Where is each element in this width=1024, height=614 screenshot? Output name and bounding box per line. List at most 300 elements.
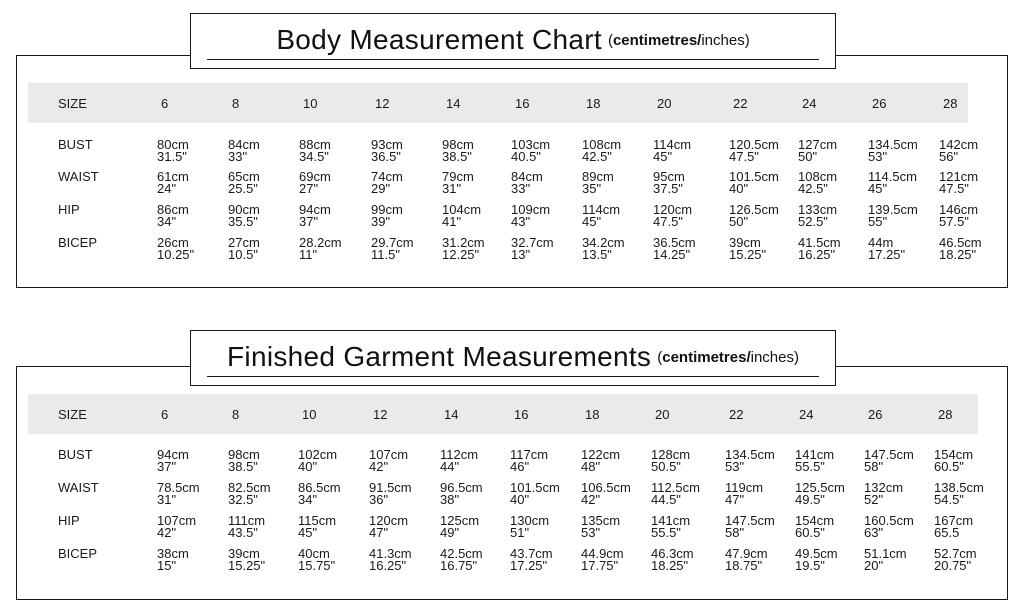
row-label-hip: HIP xyxy=(58,513,80,528)
cm-value: 79cm xyxy=(442,169,474,184)
inch-value: 40" xyxy=(510,492,530,507)
measurement-cell xyxy=(653,171,685,195)
cm-value: 112cm xyxy=(440,447,479,462)
inch-value: 58" xyxy=(725,525,745,540)
cm-value: 102cm xyxy=(298,447,338,462)
measurement-cell xyxy=(939,204,978,228)
measurement-cell xyxy=(798,237,841,261)
inch-value: 44" xyxy=(440,459,460,474)
cm-value: 90cm xyxy=(228,202,260,217)
cm-value: 26cm xyxy=(157,235,189,250)
inch-value: 15.75" xyxy=(298,558,336,573)
inch-value: 13" xyxy=(511,247,531,262)
inch-value: 40.5" xyxy=(511,149,541,164)
measurement-cell xyxy=(581,482,631,506)
measurement-cell xyxy=(725,515,775,539)
measurement-cell xyxy=(729,171,779,195)
cm-value: 134.5cm xyxy=(725,447,775,462)
inch-value: 44.5" xyxy=(651,492,681,507)
measurement-cell xyxy=(511,204,550,228)
cm-value: 91.5cm xyxy=(369,480,412,495)
garment-chart-title: Finished Garment Measurements xyxy=(227,341,652,372)
measurement-cell xyxy=(157,204,189,228)
cm-value: 133cm xyxy=(798,202,838,217)
cm-value: 84cm xyxy=(511,169,543,184)
measurement-cell xyxy=(228,449,260,473)
inch-value: 42.5" xyxy=(582,149,612,164)
measurement-cell xyxy=(725,449,775,473)
inch-value: 47.5" xyxy=(939,181,969,196)
measurement-cell xyxy=(864,548,907,572)
cm-value: 40cm xyxy=(298,546,330,561)
measurement-cell xyxy=(653,204,692,228)
measurement-cell xyxy=(228,237,260,261)
inch-value: 53" xyxy=(581,525,601,540)
cm-value: 130cm xyxy=(510,513,550,528)
size-header-6: 6 xyxy=(161,96,169,111)
size-header-8: 8 xyxy=(232,407,240,422)
measurement-cell xyxy=(298,515,336,539)
size-header-16: 16 xyxy=(515,96,530,111)
measurement-cell xyxy=(157,237,194,261)
cm-value: 89cm xyxy=(582,169,614,184)
inch-value: 51" xyxy=(510,525,530,540)
measurement-cell xyxy=(369,548,412,572)
measurement-cell xyxy=(653,139,691,163)
inch-value: 55" xyxy=(868,214,888,229)
measurement-cell xyxy=(864,482,903,506)
inch-value: 36" xyxy=(369,492,389,507)
measurement-cell xyxy=(729,204,779,228)
measurement-cell xyxy=(440,548,483,572)
inch-value: 60.5" xyxy=(934,459,964,474)
inch-value: 16.25" xyxy=(369,558,407,573)
body-chart-units: (centimetres/inches) xyxy=(607,31,750,49)
cm-value: 146cm xyxy=(939,202,979,217)
cm-value: 36.5cm xyxy=(653,235,696,250)
inch-value: 20" xyxy=(864,558,884,573)
cm-value: 125cm xyxy=(440,513,480,528)
measurement-cell xyxy=(369,482,412,506)
inch-value: 12.25" xyxy=(442,247,480,262)
cm-value: 34.2cm xyxy=(582,235,625,250)
inch-value: 11" xyxy=(299,247,318,262)
size-header-20: 20 xyxy=(655,407,670,422)
measurement-cell xyxy=(939,171,978,195)
measurement-cell xyxy=(582,139,621,163)
cm-value: 41.5cm xyxy=(798,235,841,250)
inch-value: 65.5 xyxy=(934,525,960,540)
inch-value: 17.25" xyxy=(510,558,548,573)
measurement-cell xyxy=(581,548,624,572)
measurement-cell xyxy=(157,548,189,572)
cm-value: 141cm xyxy=(795,447,835,462)
cm-value: 121cm xyxy=(939,169,979,184)
cm-value: 147.5cm xyxy=(725,513,775,528)
inch-value: 33" xyxy=(511,181,531,196)
size-header-10: 10 xyxy=(303,96,318,111)
inch-value: 38" xyxy=(440,492,460,507)
measurement-cell xyxy=(934,548,977,572)
cm-value: 99cm xyxy=(371,202,403,217)
inch-value: 10.5" xyxy=(228,247,258,262)
inch-value: 14.25" xyxy=(653,247,691,262)
size-header-28: 28 xyxy=(943,96,958,111)
inch-value: 54.5" xyxy=(934,492,964,507)
inch-value: 38.5" xyxy=(442,149,472,164)
size-header-24: 24 xyxy=(802,96,817,111)
inch-value: 15" xyxy=(157,558,177,573)
inch-value: 50.5" xyxy=(651,459,681,474)
cm-value: 52.7cm xyxy=(934,546,977,561)
inch-value: 15.25" xyxy=(228,558,266,573)
cm-value: 101.5cm xyxy=(510,480,560,495)
inch-value: 55.5" xyxy=(795,459,825,474)
cm-value: 128cm xyxy=(651,447,691,462)
cm-value: 109cm xyxy=(511,202,551,217)
measurement-cell xyxy=(868,237,905,261)
cm-value: 46.3cm xyxy=(651,546,694,561)
measurement-cell xyxy=(371,204,403,228)
inch-value: 34" xyxy=(157,214,177,229)
size-header-6: 6 xyxy=(161,407,169,422)
inch-value: 42" xyxy=(157,525,177,540)
cm-value: 115cm xyxy=(298,513,337,528)
cm-value: 147.5cm xyxy=(864,447,914,462)
measurement-cell xyxy=(795,449,834,473)
cm-value: 86.5cm xyxy=(298,480,341,495)
row-label-waist: WAIST xyxy=(58,480,99,495)
inch-value: 43.5" xyxy=(228,525,258,540)
inch-value: 18.25" xyxy=(651,558,689,573)
measurement-cell xyxy=(795,482,845,506)
cm-value: 94cm xyxy=(299,202,331,217)
size-header-28: 28 xyxy=(938,407,953,422)
cm-value: 167cm xyxy=(934,513,974,528)
cm-value: 111cm xyxy=(228,513,266,528)
inch-value: 40" xyxy=(298,459,318,474)
inch-value: 40" xyxy=(729,181,749,196)
garment-size-header-band xyxy=(28,394,978,434)
inch-value: 47" xyxy=(725,492,745,507)
measurement-cell xyxy=(510,449,548,473)
inch-value: 53" xyxy=(725,459,745,474)
size-header-14: 14 xyxy=(446,96,461,111)
measurement-cell xyxy=(653,237,696,261)
size-header-10: 10 xyxy=(302,407,317,422)
cm-value: 93cm xyxy=(371,137,403,152)
cm-value: 119cm xyxy=(725,480,764,495)
inch-value: 50" xyxy=(729,214,749,229)
cm-value: 142cm xyxy=(939,137,979,152)
cm-value: 127cm xyxy=(798,137,838,152)
size-header-14: 14 xyxy=(444,407,459,422)
body-size-header-band xyxy=(28,83,968,123)
measurement-cell xyxy=(228,548,265,572)
size-header-22: 22 xyxy=(733,96,748,111)
size-header-26: 26 xyxy=(868,407,883,422)
cm-value: 82.5cm xyxy=(228,480,271,495)
inch-value: 45" xyxy=(582,214,602,229)
measurement-cell xyxy=(299,237,342,261)
measurement-cell xyxy=(795,548,838,572)
measurement-cell xyxy=(228,204,260,228)
measurement-cell xyxy=(440,515,479,539)
row-label-bust: BUST xyxy=(58,447,93,462)
cm-value: 27cm xyxy=(228,235,260,250)
measurement-cell xyxy=(440,482,483,506)
size-header-12: 12 xyxy=(373,407,388,422)
cm-value: 139.5cm xyxy=(868,202,918,217)
inch-value: 48" xyxy=(581,459,601,474)
cm-value: 98cm xyxy=(442,137,474,152)
measurement-cell xyxy=(582,204,620,228)
cm-value: 154cm xyxy=(934,447,974,462)
cm-value: 122cm xyxy=(581,447,621,462)
measurement-cell xyxy=(582,237,625,261)
inch-value: 47.5" xyxy=(653,214,683,229)
measurement-cell xyxy=(299,171,331,195)
inch-value: 16.25" xyxy=(798,247,836,262)
cm-value: 44.9cm xyxy=(581,546,624,561)
measurement-cell xyxy=(298,548,335,572)
size-header-18: 18 xyxy=(585,407,600,422)
measurement-cell xyxy=(798,139,837,163)
row-label-hip: HIP xyxy=(58,202,80,217)
measurement-cell xyxy=(371,139,403,163)
cm-value: 78.5cm xyxy=(157,480,200,495)
measurement-cell xyxy=(511,237,554,261)
inch-value: 31" xyxy=(157,492,177,507)
measurement-cell xyxy=(157,171,189,195)
body-chart-title-box xyxy=(190,13,836,69)
cm-value: 47.9cm xyxy=(725,546,768,561)
inch-value: 18.75" xyxy=(725,558,763,573)
inch-value: 47" xyxy=(369,525,389,540)
measurement-cell xyxy=(511,171,543,195)
inch-value: 27" xyxy=(299,181,319,196)
inch-value: 37" xyxy=(299,214,319,229)
cm-value: 88cm xyxy=(299,137,331,152)
inch-value: 49" xyxy=(440,525,460,540)
cm-value: 51.1cm xyxy=(864,546,907,561)
size-header-22: 22 xyxy=(729,407,744,422)
measurement-cell xyxy=(510,548,553,572)
measurement-cell xyxy=(369,515,408,539)
measurement-cell xyxy=(798,171,837,195)
cm-value: 134.5cm xyxy=(868,137,918,152)
measurement-cell xyxy=(157,449,189,473)
cm-value: 106.5cm xyxy=(581,480,631,495)
cm-value: 112.5cm xyxy=(651,480,700,495)
inch-value: 42" xyxy=(369,459,389,474)
size-header-18: 18 xyxy=(586,96,601,111)
inch-value: 60.5" xyxy=(795,525,825,540)
measurement-cell xyxy=(725,482,763,506)
size-header-16: 16 xyxy=(514,407,529,422)
measurement-cell xyxy=(934,449,973,473)
inch-value: 41" xyxy=(442,214,462,229)
cm-value: 94cm xyxy=(157,447,189,462)
size-header-24: 24 xyxy=(799,407,814,422)
measurement-cell xyxy=(868,171,917,195)
measurement-cell xyxy=(868,204,918,228)
cm-value: 96.5cm xyxy=(440,480,483,495)
cm-value: 114cm xyxy=(653,137,692,152)
inch-value: 52.5" xyxy=(798,214,828,229)
cm-value: 74cm xyxy=(371,169,403,184)
inch-value: 25.5" xyxy=(228,181,258,196)
measurement-cell xyxy=(795,515,834,539)
inch-value: 15.25" xyxy=(729,247,767,262)
inch-value: 63" xyxy=(864,525,884,540)
measurement-cell xyxy=(440,449,478,473)
inch-value: 33" xyxy=(228,149,248,164)
cm-value: 44m xyxy=(868,235,894,250)
measurement-cell xyxy=(725,548,768,572)
cm-value: 108cm xyxy=(798,169,838,184)
cm-value: 125.5cm xyxy=(795,480,845,495)
cm-value: 39cm xyxy=(729,235,761,250)
cm-value: 107cm xyxy=(369,447,409,462)
inch-value: 42" xyxy=(581,492,601,507)
measurement-cell xyxy=(371,171,403,195)
measurement-cell xyxy=(581,515,620,539)
cm-value: 141cm xyxy=(651,513,691,528)
cm-value: 120cm xyxy=(653,202,693,217)
measurement-cell xyxy=(442,171,474,195)
cm-value: 120.5cm xyxy=(729,137,779,152)
inch-value: 17.25" xyxy=(868,247,906,262)
cm-value: 38cm xyxy=(157,546,189,561)
measurement-cell xyxy=(442,237,485,261)
measurement-cell xyxy=(228,171,260,195)
measurement-cell xyxy=(864,515,914,539)
inch-value: 36.5" xyxy=(371,149,401,164)
inch-value: 52" xyxy=(864,492,884,507)
measurement-cell xyxy=(651,482,700,506)
inch-value: 24" xyxy=(157,181,177,196)
inch-value: 53" xyxy=(868,149,888,164)
inch-value: 57.5" xyxy=(939,214,969,229)
cm-value: 154cm xyxy=(795,513,835,528)
body-chart-title: Body Measurement Chart xyxy=(276,24,602,55)
cm-value: 135cm xyxy=(581,513,621,528)
inch-value: 46" xyxy=(510,459,530,474)
garment-chart-units: (centimetres/inches) xyxy=(657,348,799,366)
cm-value: 31.2cm xyxy=(442,235,485,250)
measurement-cell xyxy=(510,482,560,506)
inch-value: 18.25" xyxy=(939,247,977,262)
inch-value: 39" xyxy=(371,214,391,229)
measurement-cell xyxy=(371,237,414,261)
measurement-cell xyxy=(228,515,265,539)
size-header-12: 12 xyxy=(375,96,390,111)
cm-value: 29.7cm xyxy=(371,235,414,250)
measurement-cell xyxy=(939,139,978,163)
size-header-label: SIZE xyxy=(58,407,87,422)
size-header-8: 8 xyxy=(232,96,240,111)
inch-value: 34.5" xyxy=(299,149,329,164)
cm-value: 43.7cm xyxy=(510,546,553,561)
inch-value: 29" xyxy=(371,181,391,196)
cm-value: 49.5cm xyxy=(795,546,838,561)
measurement-cell xyxy=(581,449,620,473)
inch-value: 45" xyxy=(868,181,888,196)
inch-value: 58" xyxy=(864,459,884,474)
cm-value: 132cm xyxy=(864,480,904,495)
inch-value: 20.75" xyxy=(934,558,972,573)
cm-value: 160.5cm xyxy=(864,513,914,528)
cm-value: 107cm xyxy=(157,513,197,528)
inch-value: 45" xyxy=(653,149,673,164)
size-header-20: 20 xyxy=(657,96,672,111)
cm-value: 120cm xyxy=(369,513,409,528)
measurement-cell xyxy=(651,548,694,572)
cm-value: 101.5cm xyxy=(729,169,779,184)
measurement-cell xyxy=(157,139,189,163)
cm-value: 65cm xyxy=(228,169,260,184)
inch-value: 42.5" xyxy=(798,181,828,196)
measurement-cell xyxy=(582,171,614,195)
inch-value: 45" xyxy=(298,525,318,540)
row-label-bust: BUST xyxy=(58,137,93,152)
size-header-26: 26 xyxy=(872,96,887,111)
row-label-waist: WAIST xyxy=(58,169,99,184)
measurement-cell xyxy=(157,482,200,506)
cm-value: 108cm xyxy=(582,137,622,152)
measurement-cell xyxy=(511,139,550,163)
inch-value: 43" xyxy=(511,214,531,229)
measurement-cell xyxy=(442,204,481,228)
cm-value: 84cm xyxy=(228,137,260,152)
inch-value: 37.5" xyxy=(653,181,683,196)
measurement-cell xyxy=(510,515,549,539)
cm-value: 42.5cm xyxy=(440,546,483,561)
inch-value: 10.25" xyxy=(157,247,195,262)
inch-value: 31.5" xyxy=(157,149,187,164)
measurement-cell xyxy=(868,139,918,163)
measurement-cell xyxy=(939,237,982,261)
cm-value: 39cm xyxy=(228,546,260,561)
cm-value: 80cm xyxy=(157,137,189,152)
cm-value: 86cm xyxy=(157,202,189,217)
measurement-cell xyxy=(798,204,837,228)
measurement-cell xyxy=(442,139,474,163)
cm-value: 138.5cm xyxy=(934,480,984,495)
garment-chart-title-box xyxy=(190,330,836,386)
cm-value: 98cm xyxy=(228,447,260,462)
measurement-cell xyxy=(298,449,337,473)
inch-value: 47.5" xyxy=(729,149,759,164)
measurement-cell xyxy=(299,139,331,163)
measurement-cell xyxy=(298,482,341,506)
inch-value: 11.5" xyxy=(371,247,400,262)
inch-value: 35" xyxy=(582,181,602,196)
cm-value: 41.3cm xyxy=(369,546,412,561)
measurement-cell xyxy=(651,515,690,539)
cm-value: 104cm xyxy=(442,202,482,217)
measurement-cell xyxy=(299,204,331,228)
row-label-bicep: BICEP xyxy=(58,235,98,250)
inch-value: 31" xyxy=(442,181,462,196)
size-header-label: SIZE xyxy=(58,96,87,111)
inch-value: 56" xyxy=(939,149,959,164)
inch-value: 50" xyxy=(798,149,818,164)
inch-value: 34" xyxy=(298,492,318,507)
inch-value: 49.5" xyxy=(795,492,825,507)
cm-value: 126.5cm xyxy=(729,202,779,217)
